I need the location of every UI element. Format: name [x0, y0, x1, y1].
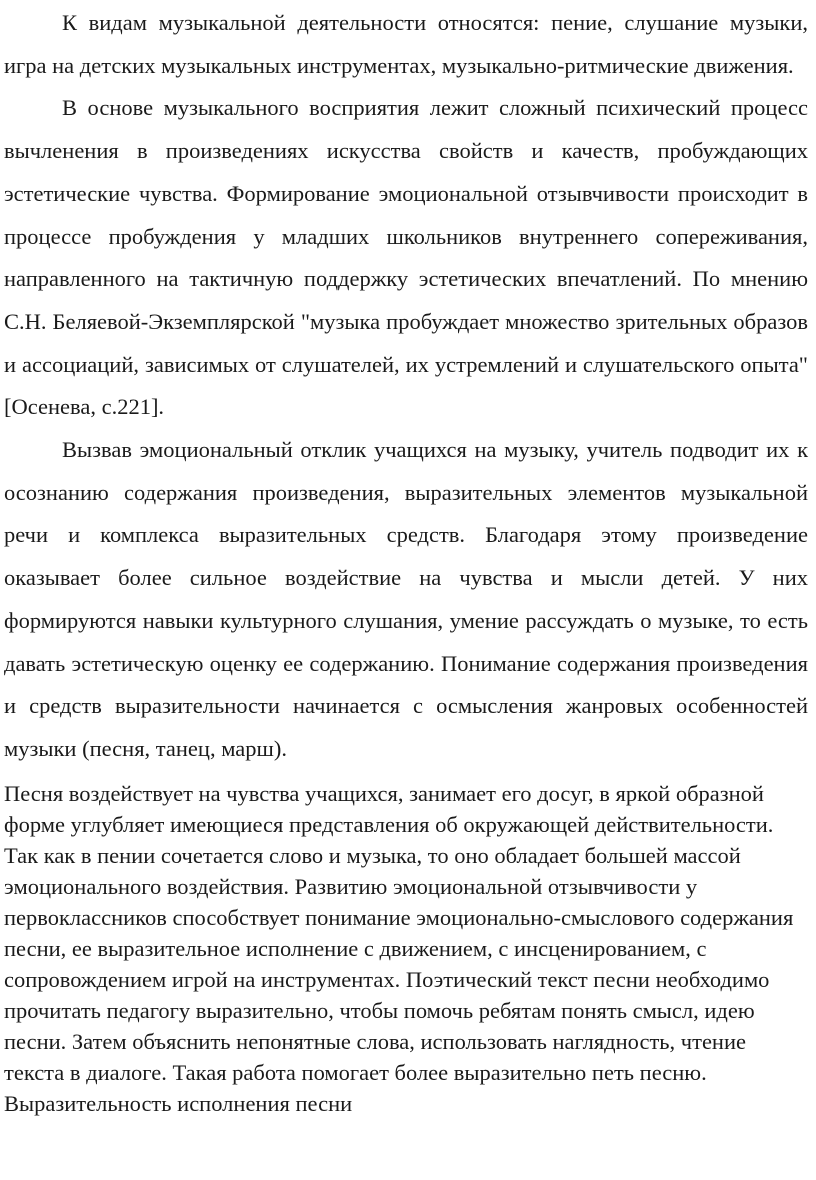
paragraph-music-perception: В основе музыкального восприятия лежит сложный психический процесс вычленения в произведениях искусства свойств и качеств, пробуждающих эстетические чувства. Формирование эмоциональной отзывчивости происходит в процессе пробуждения у младших школьников внутреннего сопереживания, направленного на тактичную поддержку эстетических впечатлений. По мнению С.Н. Беляевой-Экземплярской "музыка пробуждает множество зрительных образов и ассоциаций, зависимых от слушателей, их устремлений и слушательского опыта" [Осенева, с.221]. [4, 95, 808, 420]
paragraph-emotional-response: Вызвав эмоциональный отклик учащихся на музыку, учитель подводит их к осознанию содержания произведения, выразительных элементов музыкальной речи и комплекса выразительных средств. Благодаря этому произведение оказывает более сильное воздействие на чувства и мысли детей. У них формируются навыки культурного слушания, умение рассуждать о музыке, то есть давать эстетическую оценку ее содержанию. Понимание содержания произведения и средств выразительности начинается с осмысления жанровых особенностей музыки (песня, танец, марш). [4, 437, 808, 761]
paragraph-music-activities: К видам музыкальной деятельности относятся: пение, слушание музыки, игра на детских музыкальных инструментах, музыкально-ритмические движения. [4, 10, 808, 78]
paragraph-song-influence: Песня воздействует на чувства учащихся, занимает его досуг, в яркой образной форме углубляет имеющиеся представления об окружающей действительности. Так как в пении сочетается слово и музыка, то оно обладает большей массой эмоционального воздействия. Развитию эмоциональной отзывчивости у первоклассников способствует понимание эмоционально-смыслового содержания песни, ее выразительное исполнение с движением, с инсценированием, с сопровождением игрой на инструментах. Поэтический текст песни необходимо прочитать педагогу выразительно, чтобы помочь ребятам понять смысл, идею песни. Затем объяснить непонятные слова, использовать наглядность, чтение текста в диалоге. Такая работа помогает более выразительно петь песню. Выразительность исполнения песни [4, 780, 794, 1116]
